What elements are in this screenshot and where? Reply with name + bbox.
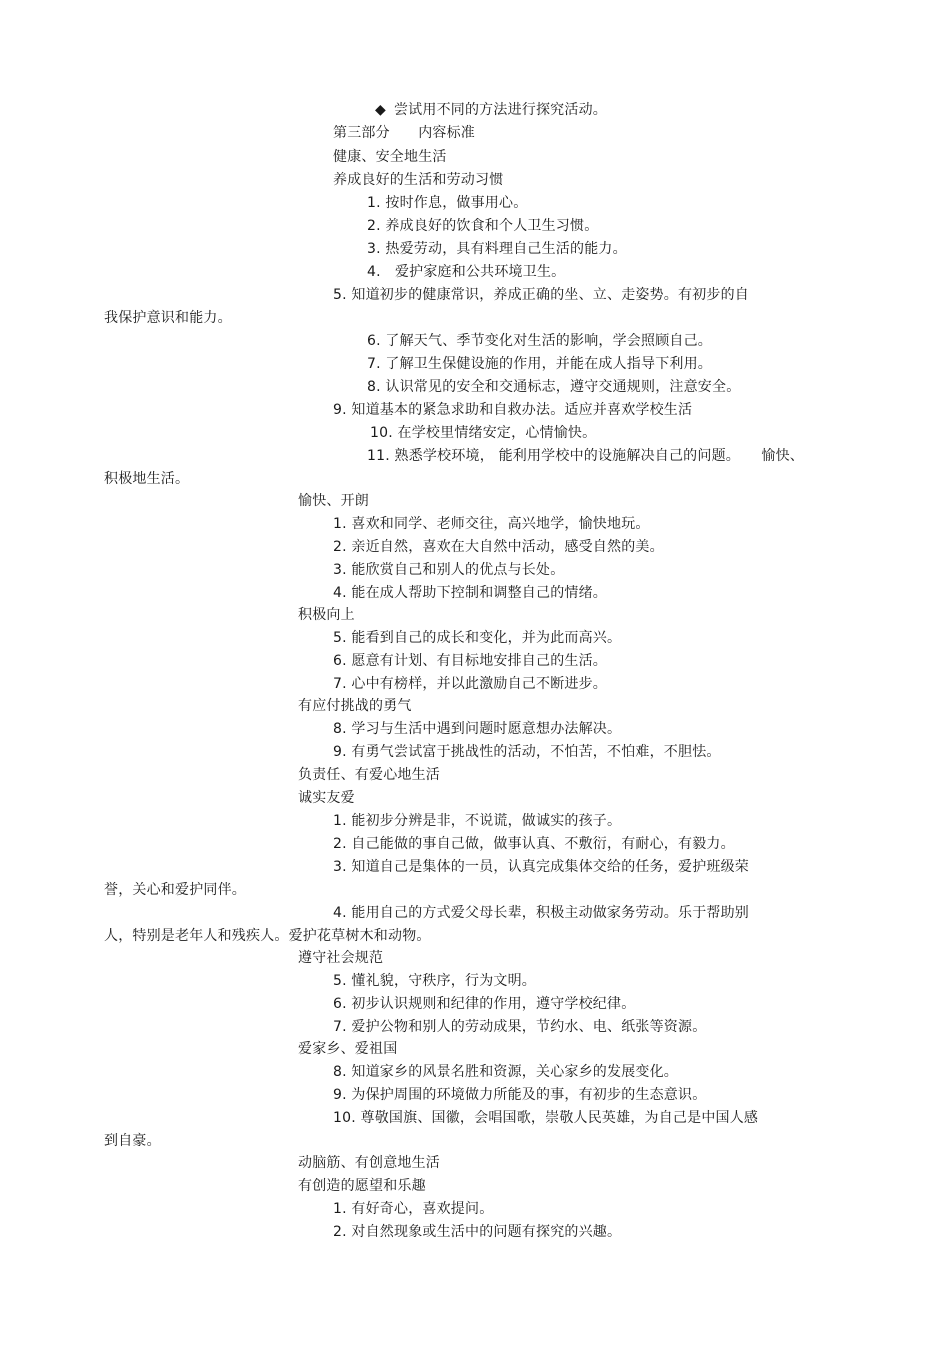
list-item: 8. 知道家乡的风景名胜和资源，关心家乡的发展变化。 bbox=[333, 1064, 679, 1080]
list-item: 10. 尊敬国旗、国徽，会唱国歌，崇敬人民英雄，为自己是中国人感 bbox=[333, 1110, 759, 1126]
list-item: 9. 有勇气尝试富于挑战性的活动，不怕苦，不怕难，不胆怯。 bbox=[333, 744, 721, 760]
section-title-responsible: 负责任、有爱心地生活 bbox=[298, 767, 440, 783]
list-item: 10. 在学校里情绪安定，心情愉快。 bbox=[370, 425, 597, 441]
group-title-positive: 积极向上 bbox=[298, 607, 355, 623]
list-item: 1. 喜欢和同学、老师交往，高兴地学，愉快地玩。 bbox=[333, 516, 650, 532]
list-item: 1. 按时作息，做事用心。 bbox=[367, 195, 528, 211]
diamond-bullet-icon: ◆ bbox=[375, 102, 386, 118]
part-title: 第三部分 内容标准 bbox=[333, 125, 475, 141]
list-item-continuation: 我保护意识和能力。 bbox=[104, 310, 232, 326]
bullet-text: 尝试用不同的方法进行探究活动。 bbox=[393, 102, 607, 118]
list-item: 8. 认识常见的安全和交通标志，遵守交通规则，注意安全。 bbox=[367, 379, 741, 395]
list-item: 1. 有好奇心，喜欢提问。 bbox=[333, 1201, 494, 1217]
list-item: 5. 懂礼貌，守秩序，行为文明。 bbox=[333, 973, 537, 989]
list-item: 9. 为保护周围的环境做力所能及的事，有初步的生态意识。 bbox=[333, 1087, 707, 1103]
list-item: 6. 了解天气、季节变化对生活的影响，学会照顾自己。 bbox=[367, 333, 713, 349]
group-title-honest: 诚实友爱 bbox=[298, 790, 355, 806]
list-item: 4. 能在成人帮助下控制和调整自己的情绪。 bbox=[333, 585, 608, 601]
group-title-norms: 遵守社会规范 bbox=[298, 950, 384, 966]
list-item-continuation: 到自豪。 bbox=[104, 1133, 161, 1149]
list-item: 3. 热爱劳动，具有料理自己生活的能力。 bbox=[367, 241, 627, 257]
list-item-continuation: 积极地生活。 bbox=[104, 471, 190, 487]
list-item: 7. 心中有榜样，并以此激励自己不断进步。 bbox=[333, 676, 608, 692]
group-title-habits: 养成良好的生活和劳动习惯 bbox=[333, 172, 504, 188]
list-item-continuation: 誉，关心和爱护同伴。 bbox=[104, 882, 246, 898]
list-item: 3. 能欣赏自己和别人的优点与长处。 bbox=[333, 562, 565, 578]
list-item: 3. 知道自己是集体的一员，认真完成集体交给的任务，爱护班级荣 bbox=[333, 859, 750, 875]
group-title-create: 有创造的愿望和乐趣 bbox=[298, 1178, 426, 1194]
list-item: 2. 对自然现象或生活中的问题有探究的兴趣。 bbox=[333, 1224, 622, 1240]
list-item-continuation: 人，特别是老年人和残疾人。爱护花草树木和动物。 bbox=[104, 928, 431, 944]
list-item: 2. 亲近自然，喜欢在大自然中活动，感受自然的美。 bbox=[333, 539, 664, 555]
group-title-homeland: 爱家乡、爱祖国 bbox=[298, 1041, 398, 1057]
list-item: 1. 能初步分辨是非，不说谎，做诚实的孩子。 bbox=[333, 813, 622, 829]
group-title-cheerful: 愉快、开朗 bbox=[298, 493, 369, 509]
list-item: 8. 学习与生活中遇到问题时愿意想办法解决。 bbox=[333, 721, 622, 737]
bullet-line bbox=[375, 101, 607, 119]
list-item: 5. 知道初步的健康常识，养成正确的坐、立、走姿势。有初步的自 bbox=[333, 287, 750, 303]
list-item: 4. 能用自己的方式爱父母长辈，积极主动做家务劳动。乐于帮助别 bbox=[333, 905, 750, 921]
list-item: 2. 自己能做的事自己做，做事认真、不敷衍，有耐心，有毅力。 bbox=[333, 836, 735, 852]
section-title-creative: 动脑筋、有创意地生活 bbox=[298, 1155, 440, 1171]
list-item: 7. 了解卫生保健设施的作用，并能在成人指导下利用。 bbox=[367, 356, 713, 372]
list-item: 2. 养成良好的饮食和个人卫生习惯。 bbox=[367, 218, 599, 234]
group-title-courage: 有应付挑战的勇气 bbox=[298, 698, 412, 714]
list-item: 6. 愿意有计划、有目标地安排自己的生活。 bbox=[333, 653, 608, 669]
list-item: 5. 能看到自己的成长和变化，并为此而高兴。 bbox=[333, 630, 622, 646]
list-item: 6. 初步认识规则和纪律的作用，遵守学校纪律。 bbox=[333, 996, 636, 1012]
list-item: 9. 知道基本的紧急求助和自救办法。适应并喜欢学校生活 bbox=[333, 402, 693, 418]
list-item: 4. 爱护家庭和公共环境卫生。 bbox=[367, 264, 566, 280]
list-item: 11. 熟悉学校环境， 能利用学校中的设施解决自己的问题。 愉快、 bbox=[367, 448, 804, 464]
section-title-health: 健康、安全地生活 bbox=[333, 149, 447, 165]
list-item: 7. 爱护公物和别人的劳动成果，节约水、电、纸张等资源。 bbox=[333, 1019, 707, 1035]
